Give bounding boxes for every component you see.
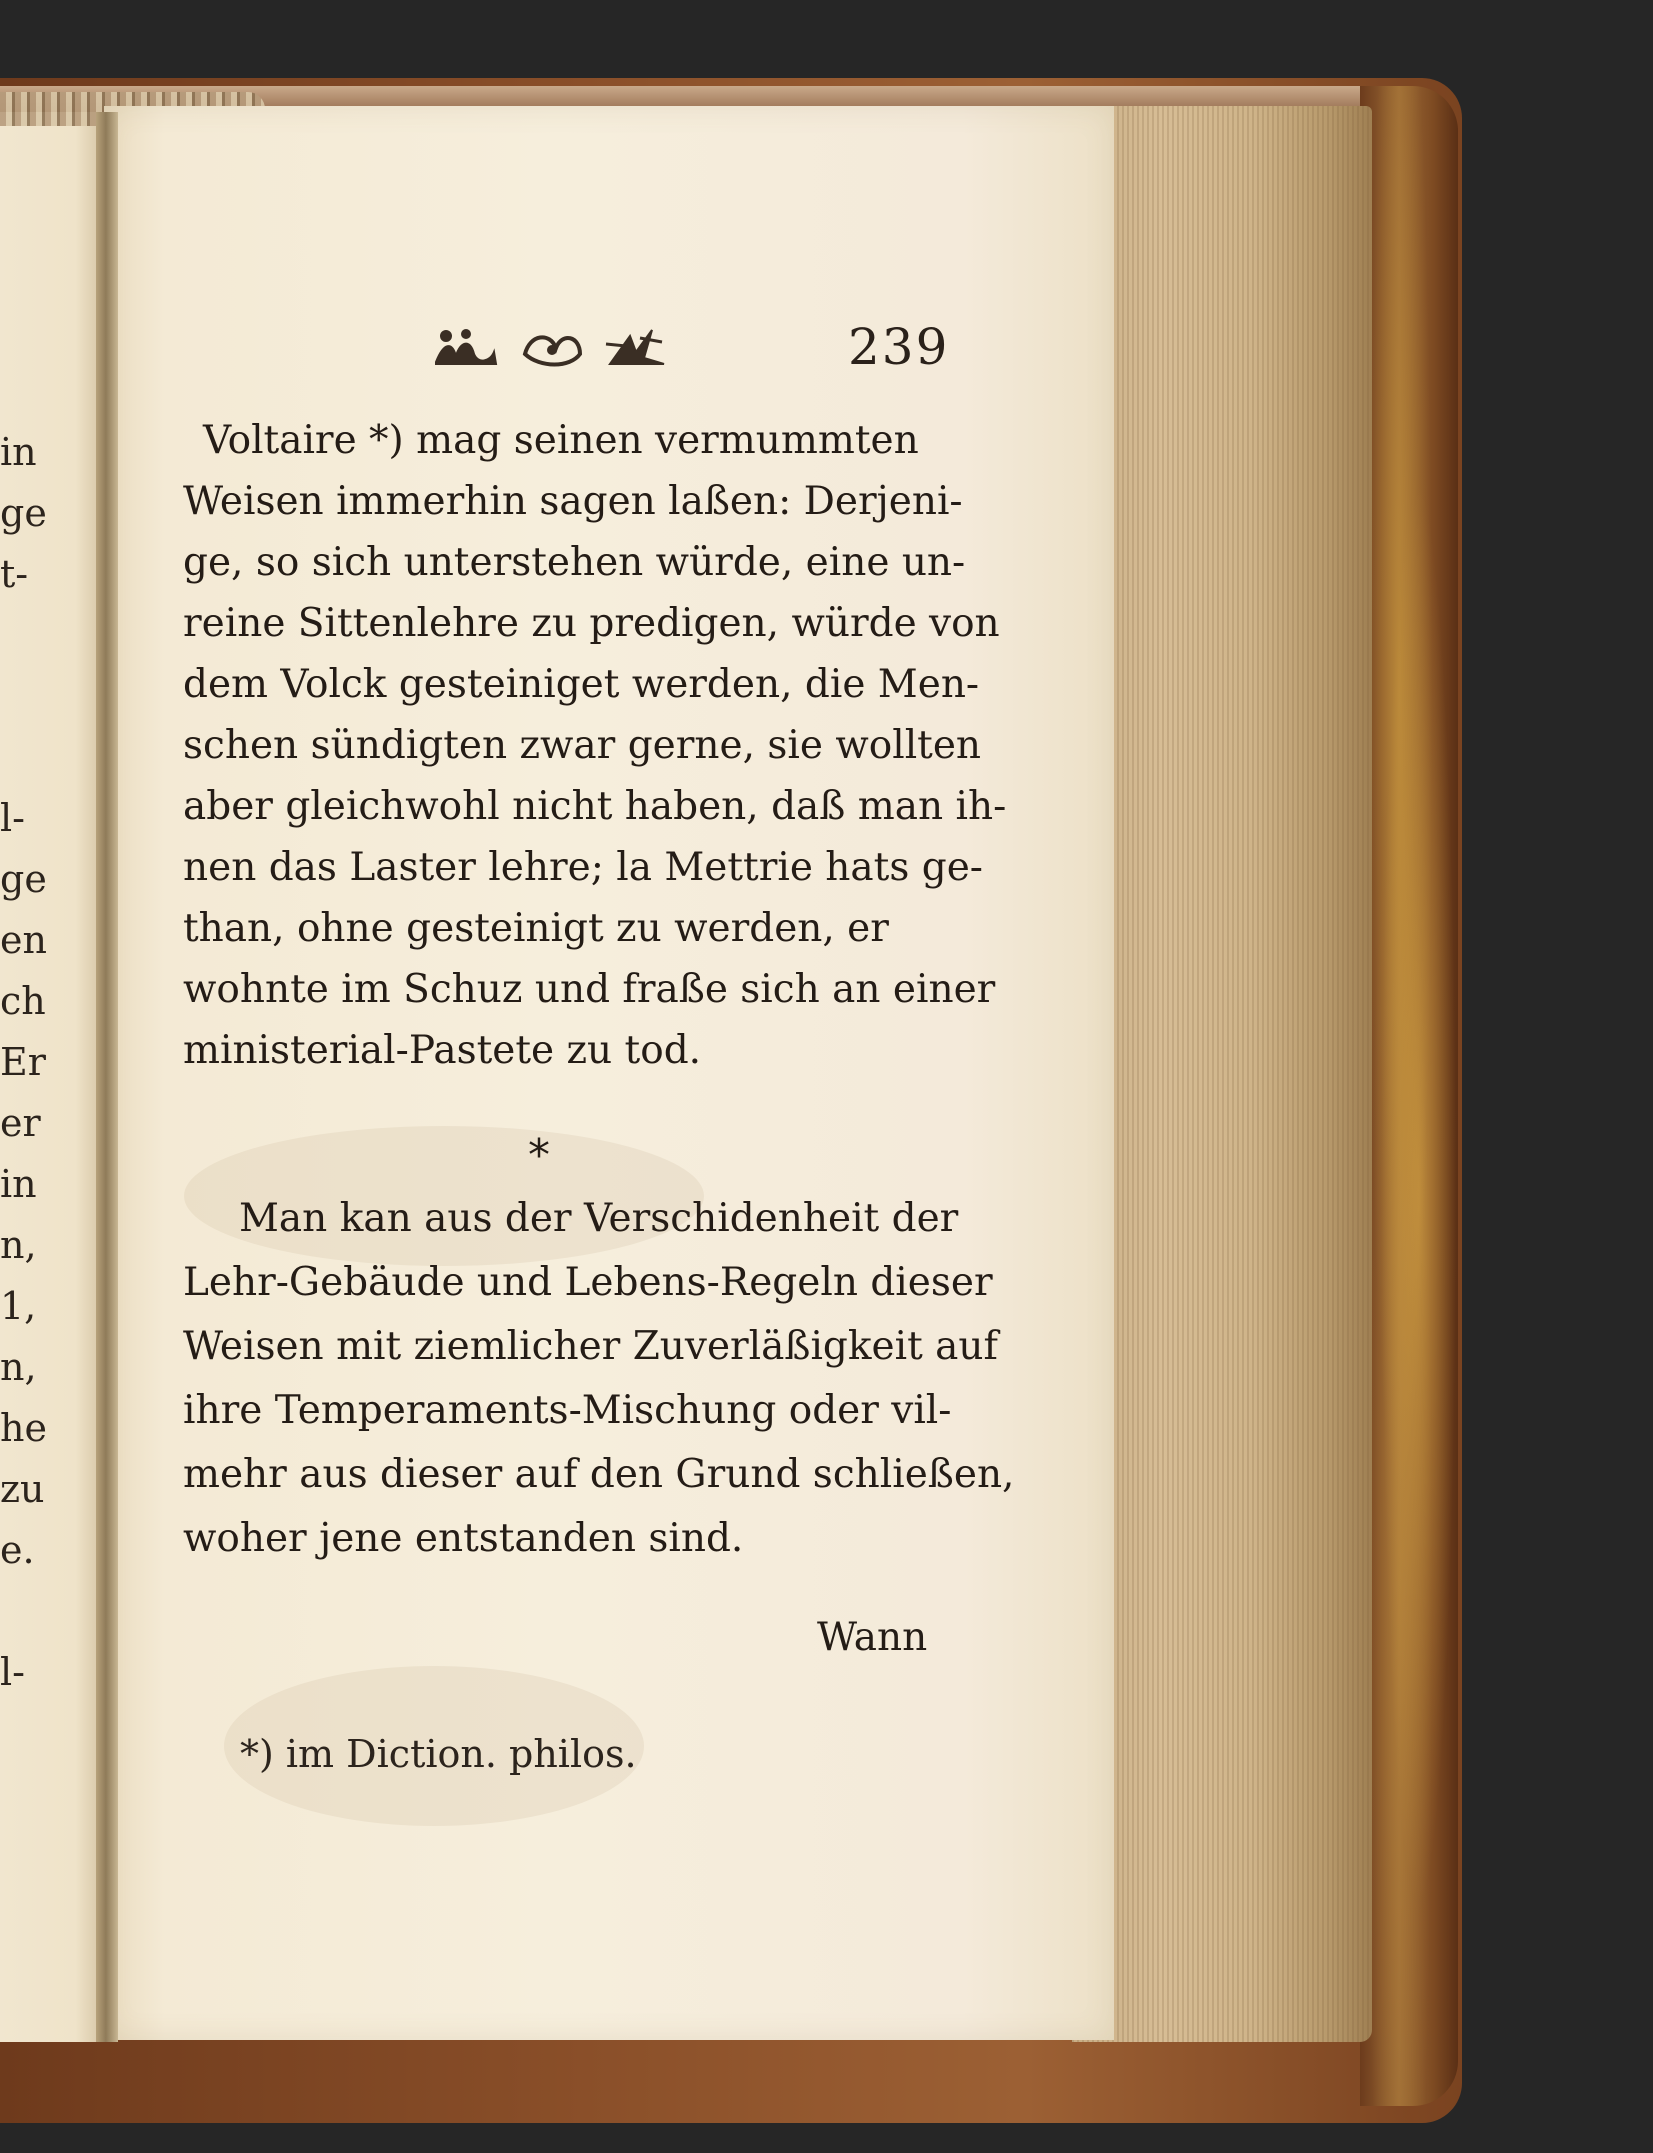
left-page-fragment: Er: [0, 1040, 46, 1084]
text-line: Weisen immerhin sagen laßen: Derjeni-: [183, 479, 963, 524]
left-page-fragment: er: [0, 1101, 41, 1145]
left-page-fragment: ge: [0, 857, 47, 901]
text-line: ministerial-Pastete zu tod.: [183, 1028, 702, 1073]
left-page-fragment: zu: [0, 1467, 45, 1511]
text-line: aber gleichwohl nicht haben, daß man ih-: [183, 784, 1007, 829]
text-line: ihre Temperaments-Mischung oder vil-: [183, 1388, 952, 1433]
left-page-fragment: n,: [0, 1345, 37, 1389]
left-page-fragment: l-: [0, 1650, 25, 1694]
text-line: wohnte im Schuz und fraße sich an einer: [183, 967, 996, 1012]
left-page-fragment: t-: [0, 552, 29, 596]
text-line: dem Volck gesteiniget werden, die Men-: [183, 662, 980, 707]
decorative-headpiece-icon: [430, 324, 670, 374]
text-line: Man kan aus der Verschidenheit der: [239, 1196, 959, 1241]
left-page-fragment: en: [0, 918, 47, 962]
page-block-fore-edge: [1072, 106, 1372, 2042]
text-line: schen sündigten zwar gerne, sie wollten: [183, 723, 982, 768]
text-line: than, ohne gesteinigt zu werden, er: [183, 906, 889, 951]
gutter: [96, 112, 118, 2042]
section-separator: *: [528, 1130, 550, 1181]
left-page-fragment: in: [0, 430, 37, 474]
text-line: Voltaire *) mag seinen vermummten: [203, 418, 919, 463]
left-page-fragment: ch: [0, 979, 46, 1023]
left-page-fragment: l-: [0, 796, 25, 840]
text-line: woher jene entstanden sind.: [183, 1516, 744, 1561]
left-page-fragment: e.: [0, 1528, 35, 1572]
left-page-fragment: n,: [0, 1223, 37, 1267]
text-line: ge, so sich unterstehen würde, eine un-: [183, 540, 966, 585]
marbled-cover-edge: [1360, 86, 1458, 2106]
text-line: mehr aus dieser auf den Grund schließen,: [183, 1452, 1015, 1497]
text-line: nen das Laster lehre; la Mettrie hats ge-: [183, 845, 983, 890]
page-number: 239: [848, 318, 950, 376]
left-page-text-fragments: [0, 112, 108, 2042]
left-page-fragment: 1,: [0, 1284, 37, 1328]
text-line: Weisen mit ziemlicher Zuverläßigkeit auf: [183, 1324, 998, 1369]
left-page-fragment: he: [0, 1406, 47, 1450]
left-page: [0, 112, 108, 2042]
left-page-fragment: in: [0, 1162, 37, 1206]
text-line: Lehr-Gebäude und Lebens-Regeln dieser: [183, 1260, 993, 1305]
running-head: [430, 318, 950, 388]
left-page-fragment: ge: [0, 491, 47, 535]
footnote: *) im Diction. philos.: [240, 1732, 637, 1776]
text-line: reine Sittenlehre zu predigen, würde von: [183, 601, 1000, 646]
catchword: Wann: [817, 1615, 928, 1660]
